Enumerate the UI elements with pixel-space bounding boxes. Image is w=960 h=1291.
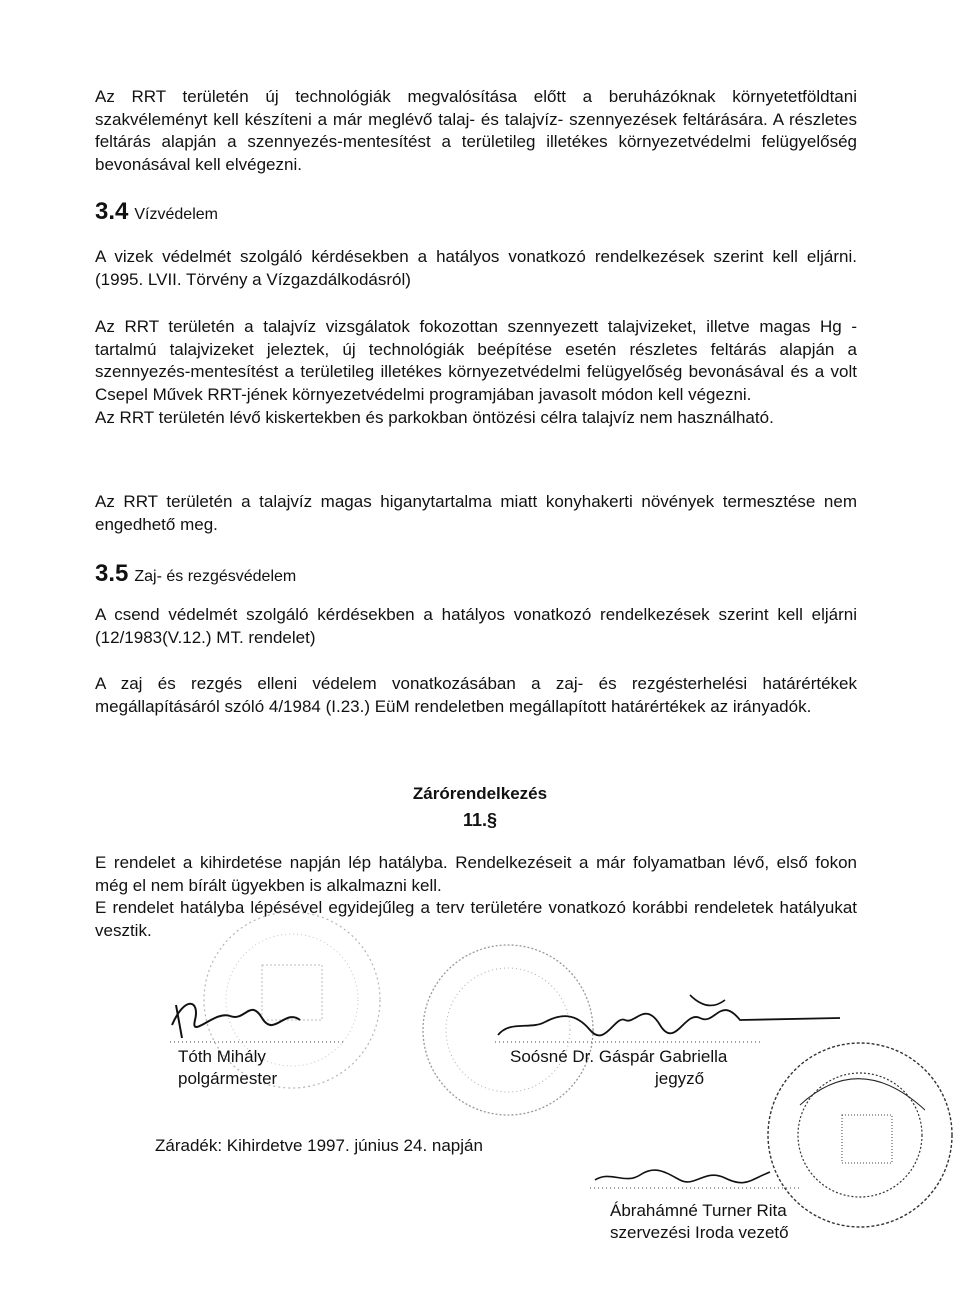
mayor-name: Tóth Mihály xyxy=(178,1047,266,1066)
water-protection-paragraph xyxy=(95,246,857,291)
intro-text: Az RRT területén új technológiák megvalósítása előtt a beruházóknak környetetföldtani szakvéleményt kell készíteni a már meglévő talaj- és talajvíz- szennyezések feltárására. A részletes feltárás alapján a szennyezés-mentesítést a területileg illetékes környezetvédelmi felügyelőség bevonásával kell elvégezni. xyxy=(95,87,857,175)
office-stamp xyxy=(768,1043,952,1227)
notary-signature-block xyxy=(510,1046,727,1090)
effective-paragraph xyxy=(95,852,857,943)
section-3-5-number: 3.5 xyxy=(95,560,129,587)
closing-title: Zárórendelkezés xyxy=(412,784,548,803)
intro-paragraph xyxy=(95,86,857,177)
section-3-4-title: Vízvédelem xyxy=(134,206,218,223)
notary-name: Soósné Dr. Gáspár Gabriella xyxy=(510,1047,728,1066)
groundwater-text: Az RRT területén a talajvíz vizsgálatok fokozottan szennyezett talajvizeket, illetve magas Hg -tartalmú talajvizeket jeleztek, új technológiák beépítése esetén részletes feltárás alapján a szennyezés-mentesítést a területileg illetékes környezetvédelmi felügyelőség bevonásával és a volt Csepel Művek RRT-jének környezetvédelmi programjában javasolt módon kell végezni. xyxy=(95,317,857,405)
office-head-signature-block xyxy=(610,1200,789,1244)
office-head-role: szervezési Iroda vezető xyxy=(610,1223,789,1242)
irrigation-text: Az RRT területén lévő kiskertekben és parkokban öntözési célra talajvíz nem használható. xyxy=(95,407,774,427)
office-head-signature xyxy=(595,1170,770,1183)
water-protection-text: A vizek védelmét szolgáló kérdésekben a hatályos vonatkozó rendelkezések szerint kell eljárni. (1995. LVII. Törvény a Vízgazdálkodásról) xyxy=(95,247,857,289)
section-3-5-heading xyxy=(95,560,296,588)
repeal-text: E rendelet hatályba lépésével egyidejűleg a terv területére vonatkozó korábbi rendeletek hatályukat vesztik. xyxy=(95,898,857,941)
notary-signature xyxy=(498,1010,840,1035)
vibration-text: A zaj és rezgés elleni védelem vonatkozásában a zaj- és rezgésterhelési határértékek megállapításáról szóló 4/1984 (I.23.) EüM rendeletben megállapított határértékek az irányadók. xyxy=(95,674,857,716)
noise-paragraph xyxy=(95,604,857,649)
mayor-signature xyxy=(172,1004,300,1027)
noise-text: A csend védelmét szolgáló kérdésekben a hatályos vonatkozó rendelkezések szerint kell eljárni (12/1983(V.12.) MT. rendelet) xyxy=(95,605,857,647)
notary-role: jegyző xyxy=(655,1069,705,1088)
mercury-paragraph xyxy=(95,491,857,536)
effective-text: E rendelet a kihirdetése napján lép hatályba. Rendelkezéseit a már folyamatban lévő, első fokon még el nem bírált ügyekben is alkalmazni kell. xyxy=(95,853,857,895)
mayor-signature-block xyxy=(178,1046,277,1090)
section-3-4-number: 3.4 xyxy=(95,198,129,225)
closing-section-number: 11.§ xyxy=(462,810,498,830)
mayor-role: polgármester xyxy=(178,1069,278,1088)
promulgation-clause: Záradék: Kihirdetve 1997. június 24. napján xyxy=(155,1136,483,1155)
office-head-name: Ábrahámné Turner Rita xyxy=(610,1201,787,1220)
section-3-5-title: Zaj- és rezgésvédelem xyxy=(134,568,297,585)
vibration-paragraph xyxy=(95,673,857,718)
mercury-text: Az RRT területén a talajvíz magas higanytartalma miatt konyhakerti növények termesztése nem engedhető meg. xyxy=(95,492,857,534)
groundwater-paragraph xyxy=(95,316,857,430)
section-3-4-heading xyxy=(95,198,218,226)
